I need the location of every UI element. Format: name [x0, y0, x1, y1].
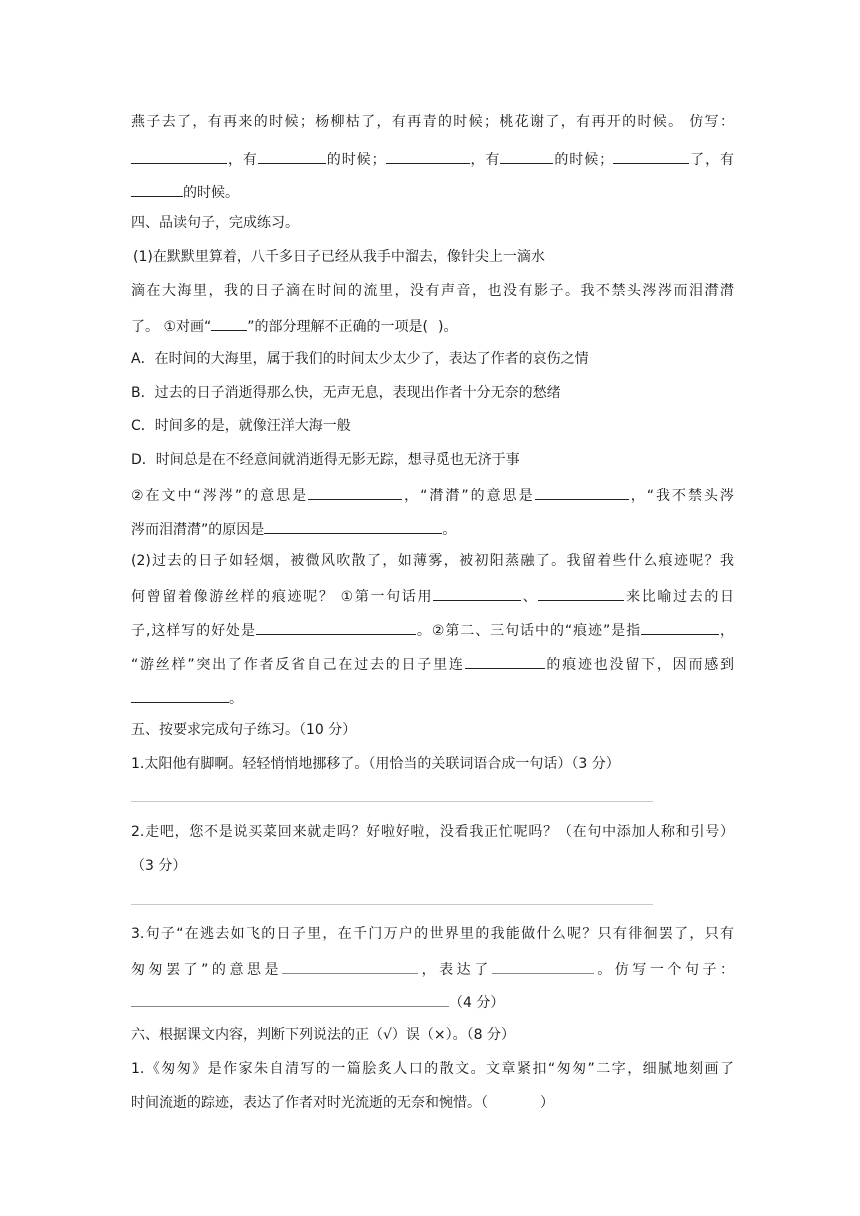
question-one-stem: 了。 ①对画“ ”的部分理解不正确的一项是( )。 [131, 315, 457, 337]
blank[interactable] [131, 991, 449, 1007]
option-a[interactable]: A．在时间的大海里，属于我们的时间太少太少了，表达了作者的哀伤之情 [131, 351, 589, 367]
blank[interactable] [433, 585, 521, 601]
imitation-blanks-line: ，有 的时候； ，有 的时候； 了，有 [131, 148, 734, 170]
blank[interactable] [264, 518, 442, 534]
option-c[interactable]: C．时间多的是，就像汪洋大海一般 [131, 418, 351, 434]
blank[interactable] [465, 653, 545, 669]
blank[interactable] [500, 148, 553, 164]
passage-two-line-3: 子,这样写的好处是 。②第二、三句话中的“痕迹”是指 ， [131, 619, 734, 641]
answer-line[interactable] [131, 904, 653, 905]
passage-two-line-2: 何曾留着像游丝样的痕迹呢？ ①第一句话用 、 来比喻过去的日 [131, 585, 734, 607]
blank[interactable] [386, 148, 470, 164]
question-two-line-2: 涔而泪潸潸”的原因是 。 [131, 518, 456, 540]
blank[interactable] [308, 484, 402, 500]
answer-line[interactable] [131, 801, 653, 802]
passage-two-line-5: 。 [131, 687, 243, 709]
option-d[interactable]: D．时间总是在不经意间就消逝得无影无踪，想寻觅也无济于事 [131, 452, 520, 468]
blank[interactable] [538, 585, 624, 601]
passage-two-line-4: “游丝样”突出了作者反省自己在过去的日子里连 的痕迹也没留下，因而感到 [131, 653, 734, 675]
section-five-heading: 五、按要求完成句子练习。（10 分） [131, 722, 357, 738]
imitation-prompt: 燕子去了，有再来的时候；杨柳枯了，有再青的时候；桃花谢了，有再开的时候。 仿写： [131, 114, 734, 130]
passage-one-line-1: (1)在默默里算着，八千多日子已经从我手中溜去，像针尖上一滴水 [133, 249, 545, 265]
option-b[interactable]: B．过去的日子消逝得那么快，无声无息，表现出作者十分无奈的愁绪 [131, 385, 561, 401]
judgement-one-line-1: 1.《匆匆》是作家朱自清写的一篇脍炙人口的散文。文章紧扣“匆匆”二字，细腻地刻画了 [131, 1061, 734, 1077]
blank[interactable] [131, 687, 229, 703]
exercise-two: 2.走吧，您不是说买菜回来就走吗？好啦好啦，没看我正忙呢吗？（在句中添加人称和引号） [131, 824, 734, 840]
imitation-blanks-line-2: 的时候。 [131, 181, 239, 203]
blank[interactable] [535, 484, 629, 500]
judgement-one-line-2: 时间流逝的踪迹，表达了作者对时光流逝的无奈和惋惜。（ ） [131, 1095, 554, 1111]
blank[interactable] [613, 148, 689, 164]
blank[interactable] [282, 958, 418, 974]
blank[interactable] [131, 148, 227, 164]
passage-two-line-1: (2)过去的日子如轻烟，被微风吹散了，如薄雾，被初阳蒸融了。我留着些什么痕迹呢？我 [131, 553, 734, 569]
exercise-three-line-2: 匆匆罢了”的意思是 ，表达了 。仿写一个句子： [131, 958, 734, 980]
section-four-heading: 四、品读句子，完成练习。 [131, 215, 299, 231]
exercise-three-line-1: 3.句子“在逃去如飞的日子里，在千门万户的世界里的我能做什么呢？只有徘徊罢了，只有 [131, 926, 734, 942]
blank[interactable] [492, 958, 594, 974]
blank[interactable] [641, 619, 719, 635]
passage-one-line-2: 滴在大海里，我的日子滴在时间的流里，没有声音，也没有影子。我不禁头涔涔而泪潸潸 [131, 283, 734, 299]
exercise-one: 1.太阳他有脚啊。轻轻悄悄地挪移了。（用恰当的关联词语合成一句话）（3 分） [131, 756, 620, 772]
underline-marker [211, 315, 247, 331]
exercise-three-line-3: （4 分） [131, 991, 504, 1013]
question-two-line-1: ②在文中“涔涔”的意思是 ，“潸潸”的意思是 ，“我不禁头涔 [131, 484, 734, 506]
blank[interactable] [258, 148, 326, 164]
blank[interactable] [131, 181, 183, 197]
section-six-heading: 六、根据课文内容，判断下列说法的正（√）误（×）。（8 分） [131, 1027, 516, 1043]
exercise-two-score: （3 分） [131, 858, 187, 874]
blank[interactable] [256, 619, 416, 635]
